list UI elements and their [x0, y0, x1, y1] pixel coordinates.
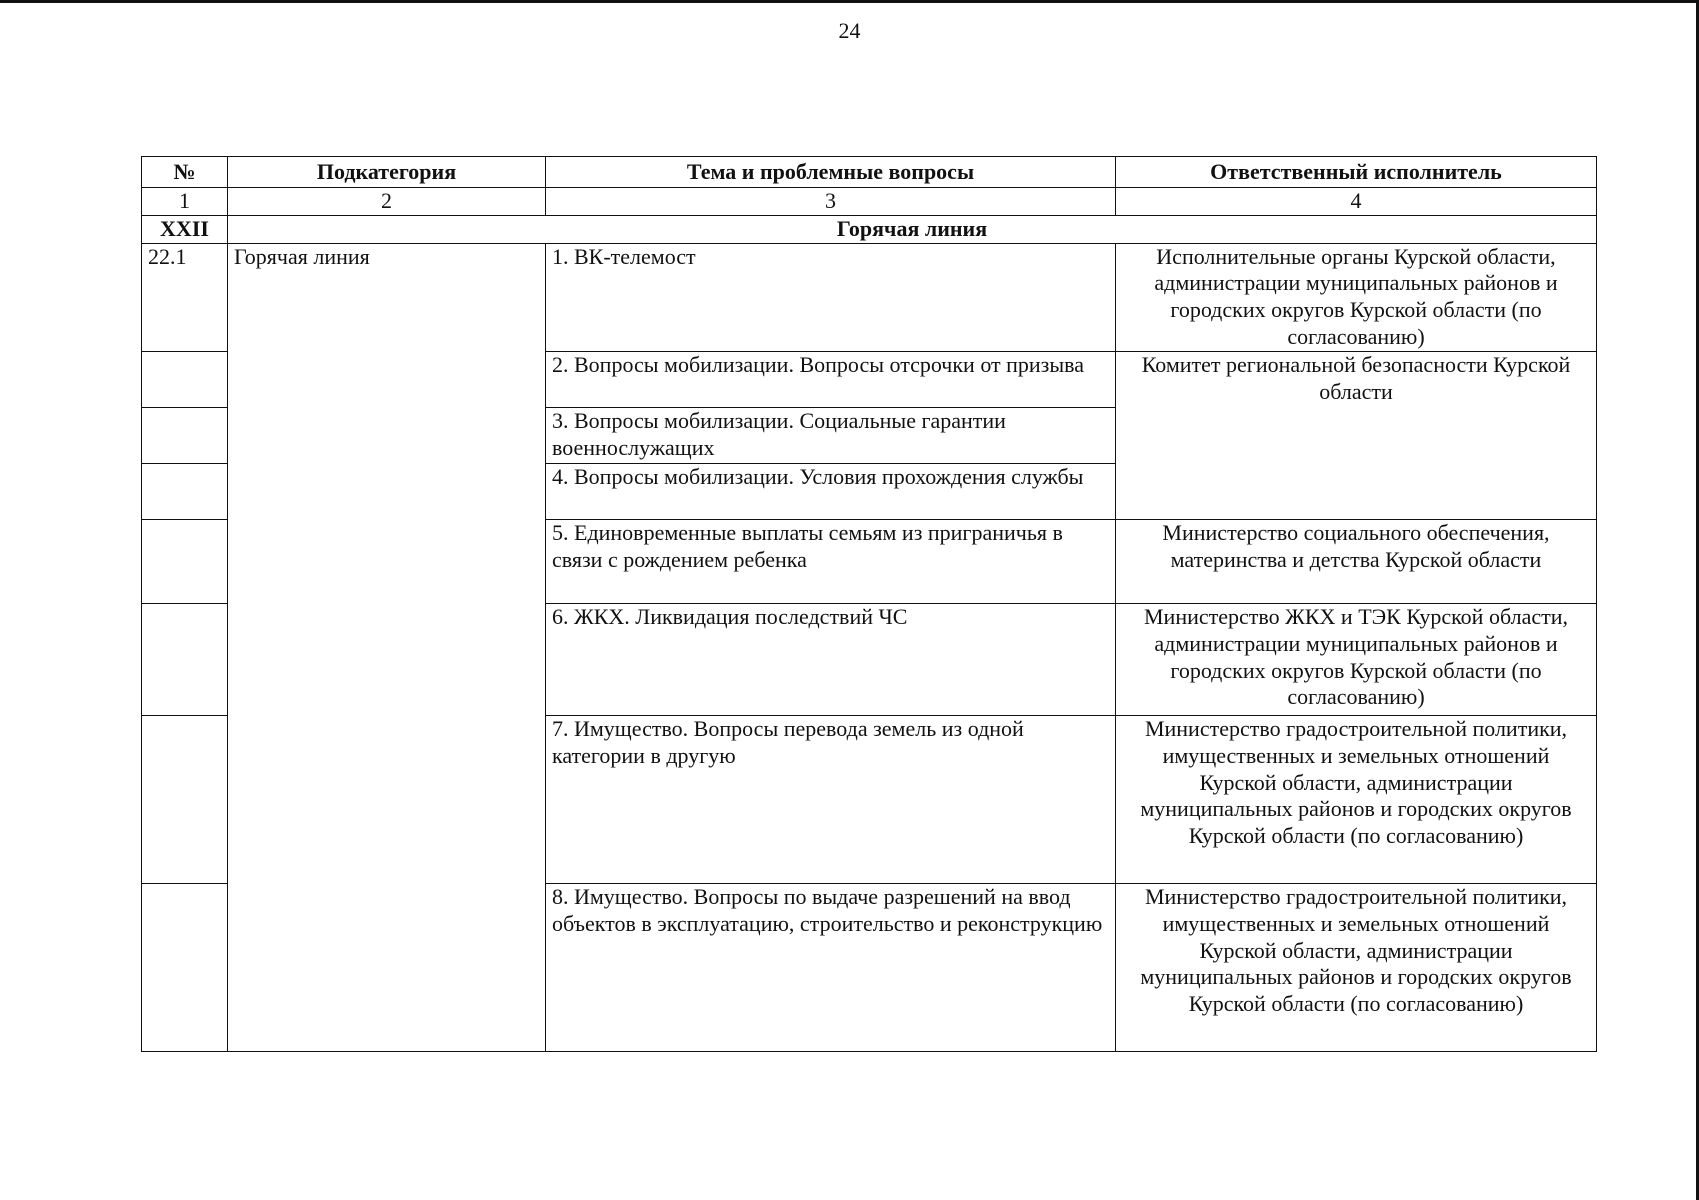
header-executor: Ответственный исполнитель: [1116, 157, 1597, 188]
row-executor: Министерство градостроительной политики, имущественных и земельных отношений Курской области, администрации муниципальных районов и городских округов Курской области (по согласованию): [1116, 715, 1597, 883]
row-theme: 6. ЖКХ. Ликвидация последствий ЧС: [546, 603, 1116, 715]
row-number-empty: [142, 351, 228, 407]
row-theme: 3. Вопросы мобилизации. Социальные гарантии военнослужащих: [546, 407, 1116, 463]
row-theme: 7. Имущество. Вопросы перевода земель из одной категории в другую: [546, 715, 1116, 883]
row-number-empty: [142, 463, 228, 519]
row-executor: Исполнительные органы Курской области, администрации муниципальных районов и городских округов Курской области (по согласованию): [1116, 243, 1597, 351]
row-theme: 1. ВК-телемост: [546, 243, 1116, 351]
header-subcategory: Подкатегория: [228, 157, 546, 188]
column-number-2: 2: [228, 188, 546, 216]
row-executor: Министерство градостроительной политики, имущественных и земельных отношений Курской области, администрации муниципальных районов и городских округов Курской области (по согласованию): [1116, 883, 1597, 1051]
row-number-empty: [142, 715, 228, 883]
column-number-3: 3: [546, 188, 1116, 216]
hotline-table: [141, 156, 1597, 1052]
row-number-empty: [142, 883, 228, 1051]
row-theme: 2. Вопросы мобилизации. Вопросы отсрочки от призыва: [546, 351, 1116, 407]
scan-border-top: [0, 0, 1699, 3]
row-theme: 8. Имущество. Вопросы по выдаче разрешений на ввод объектов в эксплуатацию, строительство и реконструкцию: [546, 883, 1116, 1051]
table-row: [142, 243, 1597, 351]
page-number: 24: [838, 18, 861, 43]
column-number-4: 4: [1116, 188, 1597, 216]
row-theme: 5. Единовременные выплаты семьям из приграничья в связи с рождением ребенка: [546, 519, 1116, 603]
section-title: Горячая линия: [228, 215, 1597, 243]
row-executor: Комитет региональной безопасности Курской области: [1116, 351, 1597, 519]
row-executor: Министерство социального обеспечения, материнства и детства Курской области: [1116, 519, 1597, 603]
row-executor: Министерство ЖКХ и ТЭК Курской области, администрации муниципальных районов и городских округов Курской области (по согласованию): [1116, 603, 1597, 715]
row-number-empty: [142, 407, 228, 463]
header-theme: Тема и проблемные вопросы: [546, 157, 1116, 188]
column-number-1: 1: [142, 188, 228, 216]
subsection-number: 22.1: [142, 243, 228, 351]
subsection-name: Горячая линия: [228, 243, 546, 1051]
row-number-empty: [142, 519, 228, 603]
row-theme: 4. Вопросы мобилизации. Условия прохождения службы: [546, 463, 1116, 519]
section-number: XXII: [142, 215, 228, 243]
row-number-empty: [142, 603, 228, 715]
column-numbers-row: [142, 188, 1597, 216]
section-row: [142, 215, 1597, 243]
header-number: №: [142, 157, 228, 188]
table-header-row: [142, 157, 1597, 188]
